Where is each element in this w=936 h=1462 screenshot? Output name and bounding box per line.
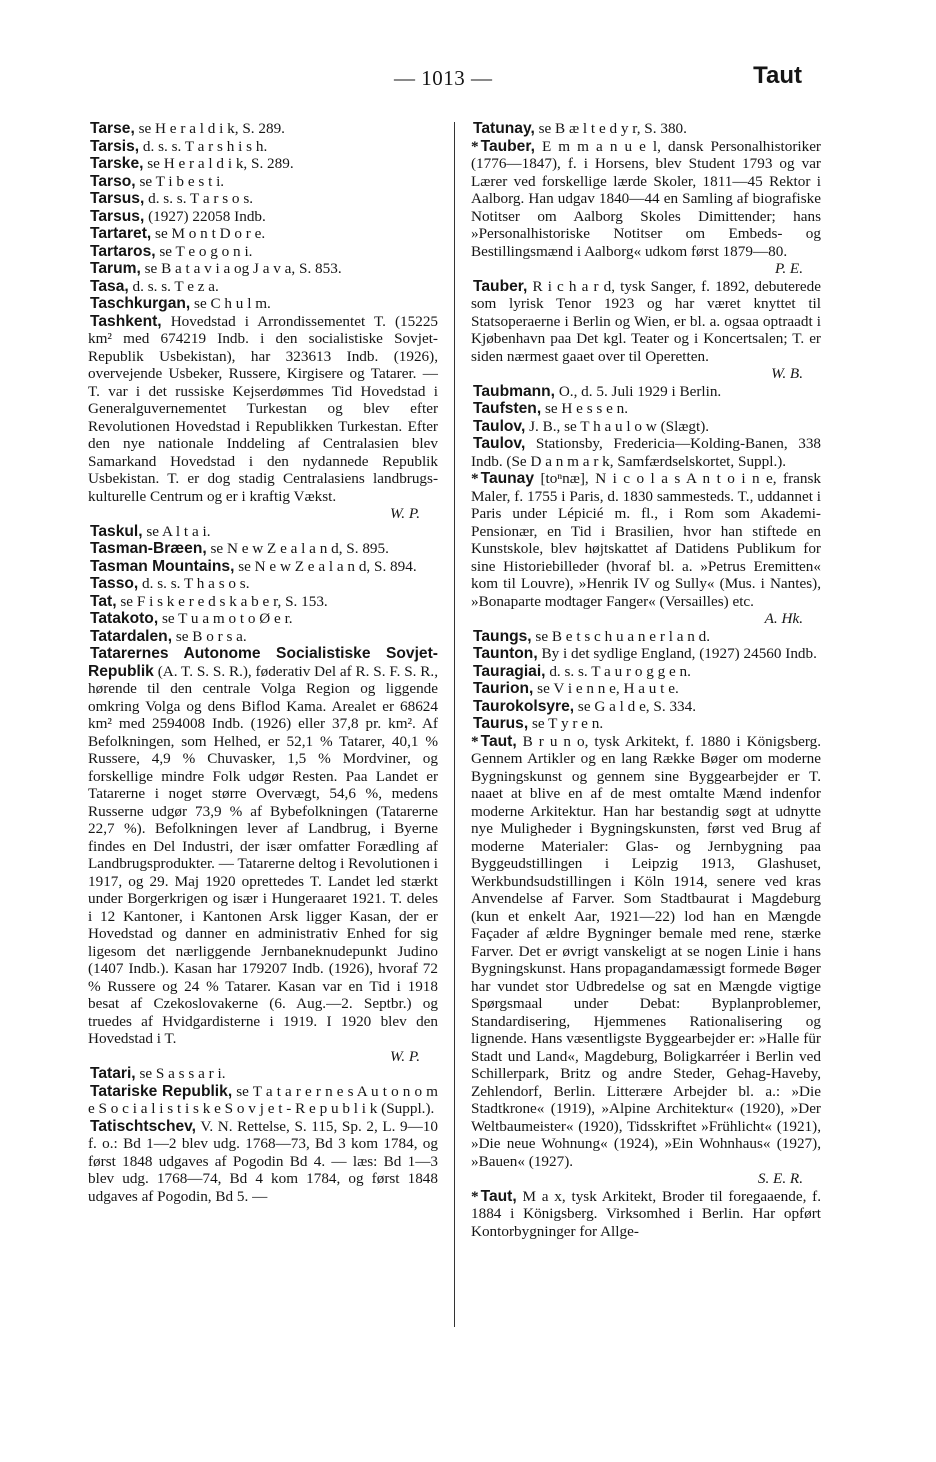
entry-signature: P. E. [775,260,803,277]
entry-headword: Tarsus, [90,190,145,207]
dictionary-entry [88,593,438,611]
dictionary-entry [88,295,438,313]
entry-headword: Tatari, [90,1065,136,1082]
dictionary-entry [88,120,438,138]
entry-text: Stationsby, Fredericia—Kolding-Banen, 338 Indb. (Se D a n m a r k, Samfærdselskortet, Suppl.). [471,435,822,470]
entry-headword: Taulov, [473,435,526,452]
entry-text: se N e w Z e a l a n d, S. 894. [238,557,417,575]
entry-headword: Tat, [90,592,117,610]
entry-text: (1927) 22058 Indb. [148,207,266,225]
entry-headword: Tatarernes Autonome Socialistiske Sovjet-Republik [88,645,438,680]
entry-signature: W. P. [390,505,420,522]
dictionary-entry [471,680,821,698]
entry-text: se S a s s a r i. [139,1065,226,1082]
entry-headword: Taurokolsyre, [473,697,575,715]
entry-headword: Tartaros, [90,242,156,260]
dictionary-entry [88,138,438,156]
entry-text: se H e r a l d i k, S. 289. [138,120,285,137]
entry-text: d. s. s. T e z a. [132,277,219,295]
entry-headword: Tarske, [90,155,144,172]
entry-text: d. s. s. T h a s o s. [142,575,250,592]
dictionary-entry [471,645,821,663]
entry-text: V. N. Rettelse, S. 115, Sp. 2, L. 9—10 f. o.: Bd 1—2 blev udg. 1768—73, Bd 3 kom 1784, og først 1848 udgaves af Pogodin Bd 4. — læs: Bd 1—3 blev udg. 1768—74, Bd 4 kom 1784, og først 1848 udgaves af Pogodin, Bd 5. — [88,1117,438,1205]
entry-headword: Tasa, [90,277,129,295]
entry-headword: Taubmann, [473,382,556,400]
dictionary-entry [471,120,821,138]
dictionary-entry [88,575,438,593]
dictionary-entry [471,435,821,470]
entry-text: E m m a n u e l, dansk Personalhistoriker (1776—1847), f. i Horsens, blev Student 1793 og var Lærer ved forskellige lærde Skoler, 1811—45 Rektor i Aalborg. Han udgav 1840—44 en Samling af biografiske Notitser om Aalborg Skoles Dimittender; hans »Personalhistoriske Notitser om Embeds- og Bestillingsmænd i Aalborg« udkom først 1879—80. [471,137,821,260]
entry-text: se V i e n n e, H a u t e. [537,680,679,697]
entry-text: se N e w Z e a l a n d, S. 895. [210,540,389,557]
entry-text: se H e s s e n. [544,400,629,417]
entry-text: B r u n o, tysk Arkitekt, f. 1880 i Königsberg. Gennem Artikler og en lang Række Bøger om moderne Bygningskunst og gennem sine Byggearbejder er T. naaet at blive en af de mest omtalte Mænd indenfor moderne Arkitektur. Han har bestandig søgt at udnytte nye Muligheder i Bygningskunsten, først ved Brug af moderne Materialer: Glas- og Jernbygning paa Byggeudstillingen i Leipzig 1913, Glashuset, Werkbundsudstillingen i Köln 1914, senere ved kras Anvendelse af Farver. Som Stadtbaurat i Magdeburg (kun et enkelt Aar, 1921—22) lod han en Mængde Façader af ældre Bygninger bemale med rene, stærke Farver. Det er øvrigt vanskeligt at se nogen Linie i hans Bygningskunst. Hans propagandamæssigt formede Bøger har vundet stor Udbredelse og sat en Mængde vigtige Spørgsmaal under Debat: Byplanproblemer, Standardisering, Hjemmenes Rationalisering og lignende. Hans væsentligste Byggearbejder er: »Halle für Stadt und Land«, Magdeburg, Boligkarréer i Berlin ved Schillerpark, Britz og andre Steder, Gehag-Haveby, Zehlendorf, Berlin. Litterære Arbejder bl. a.: »Die Stadtkrone« (1919), »Alpine Architektur« (1920), »Der Weltbaumeister« (1920), Tidsskriftet »Frühlicht« (1921), »Die neue Wohnung« (1924), »Ein Wohnhaus« (1927), »Bauen« (1927). [471,732,821,1170]
dictionary-entry [88,523,438,541]
entry-text: se B e t s c h u a n e r l a n d. [535,627,711,645]
entry-marker: * [471,732,479,750]
dictionary-entry [88,628,438,646]
entry-text: d. s. s. T a u r o g g e n. [549,662,691,680]
entry-text: se T a t a r e r n e s A u t o n o m e S o c i a l i s t i s k e S o v j e t - R e p u b l i k (Suppl.). [88,1082,438,1117]
entry-text: se T y r e n. [531,715,604,732]
entry-text: se T u a m o t o Ø e r. [161,610,293,627]
entry-text: d. s. s. T a r s o s. [148,190,254,207]
dictionary-entry [471,715,821,733]
dictionary-entry [471,470,821,628]
entry-text: se A l t a i. [146,522,211,540]
entry-headword: Tatischtschev, [90,1117,197,1135]
page-header [0,58,936,98]
dictionary-entry [88,1083,438,1118]
entry-signature: W. P. [390,1047,420,1065]
entry-text: se G a l d e, S. 334. [577,697,697,715]
dictionary-entry [88,173,438,191]
dictionary-entry [88,225,438,243]
dictionary-entry [88,313,438,523]
dictionary-entry [88,278,438,296]
entry-headword: Taskul, [90,522,143,540]
entry-headword: Taut, [480,1187,517,1205]
entry-marker: * [471,137,479,155]
dictionary-entry [471,733,821,1188]
entry-text: se B o r s a. [175,627,247,645]
entry-headword: Tasso, [90,575,139,592]
entry-headword: Taunay [480,470,535,487]
entry-signature: W. B. [771,365,803,382]
entry-text: d. s. s. T a r s h i s h. [142,137,268,155]
entry-text: Hovedstad i Arrondissementet T. (15225 km² med 674219 Indb. i den socialistiske Sovjet-Republik Usbekistan), har 323613 Indb. (1926), overvejende Usbeker, Russere, Kirgisere og Tatarer. — T. var i det russiske Kejserdømmes Tid Hovedstad i Generalguvernementet Turkestan og blev efter Revolutionen Hovedstad i Republikken Turkestan. Efter den nye nationale Inddeling af Centralasien blev Samarkand Hovedstad i den nydannede Republik Usbekistan. T. er dog stadig Centralasiens landbrugs-kulturelle Centrum og er i kraftig Vækst. [88,312,439,505]
entry-text: R i c h a r d, tysk Sanger, f. 1892, debuterede som lyrisk Tenor 1923 og har været knyttet til Statsoperaerne i Berlin og Wien, er bl. a. ogsaa optraadt i Kjøbenhavn paa Det kgl. Teater og i Koncertsalen; T. er siden nærmest gaaet over til Operetten. [471,277,821,365]
left-column [88,120,438,1205]
column-divider [454,122,455,1327]
entry-text: By i det sydlige England, (1927) 24560 Indb. [541,645,817,662]
entry-headword: Tarse, [90,120,135,137]
entry-headword: Tatardalen, [90,627,173,645]
dictionary-entry [88,1118,438,1206]
dictionary-entry [88,610,438,628]
dictionary-entry [88,540,438,558]
dictionary-entry [471,698,821,716]
entry-headword: Taufsten, [473,400,542,417]
entry-text: se C h u l m. [194,295,271,312]
entry-signature: S. E. R. [757,1170,803,1187]
entry-headword: Tashkent, [90,312,162,330]
dictionary-entry [471,138,821,278]
dictionary-entry [88,155,438,173]
entry-headword: Tatariske Republik, [90,1082,233,1100]
entry-headword: Taurion, [473,680,534,697]
entry-headword: Tarso, [90,172,136,190]
entry-text: se F i s k e r e d s k a b e r, S. 153. [120,592,328,610]
entry-signature: A. Hk. [764,610,803,627]
entry-headword: Tarsus, [90,207,145,225]
entry-marker: * [471,1187,479,1205]
entry-text: se B a t a v i a og J a v a, S. 853. [144,260,342,277]
page-number: — 1013 — [394,66,493,90]
dictionary-entry [88,645,438,1065]
dictionary-entry [88,1065,438,1083]
entry-marker: * [471,470,479,487]
entry-headword: Taulov, [473,417,526,435]
entry-headword: Tauragiai, [473,662,546,680]
catchword: Taut [753,62,802,89]
entry-headword: Taschkurgan, [90,295,191,312]
entry-headword: Tasman Mountains, [90,557,235,575]
entry-text: se T e o g o n i. [159,242,253,260]
entry-headword: Tauber, [473,277,528,295]
entry-headword: Taut, [480,732,517,750]
entry-headword: Tauber, [480,137,535,155]
entry-headword: Tarum, [90,260,141,277]
entry-headword: Taungs, [473,627,532,645]
dictionary-entry [471,418,821,436]
dictionary-entry [471,663,821,681]
dictionary-entry [471,1188,821,1241]
entry-text: se M o n t D o r e. [155,225,266,242]
entry-headword: Tartaret, [90,225,152,242]
dictionary-entry [471,278,821,383]
dictionary-entry [471,628,821,646]
entry-headword: Taunton, [473,645,538,662]
dictionary-entry [88,260,438,278]
dictionary-entry [88,208,438,226]
entry-text: se B æ l t e d y r, S. 380. [538,120,687,137]
entry-headword: Tasman-Bræen, [90,540,207,557]
entry-text: M a x, tysk Arkitekt, Broder til foregaaende, f. 1884 i Königsberg. Virksomhed i Berlin. Har opført Kontorbygninger for Allge- [471,1187,822,1240]
entry-headword: Tarsis, [90,137,140,155]
dictionary-entry [471,383,821,401]
dictionary-entry [88,190,438,208]
entry-text: se T i b e s t i. [139,172,225,190]
entry-headword: Taurus, [473,715,529,732]
dictionary-entry [88,558,438,576]
entry-headword: Tatunay, [473,120,535,137]
dictionary-entry [471,400,821,418]
right-column [471,120,821,1240]
entry-text: O., d. 5. Juli 1929 i Berlin. [558,382,722,400]
entry-text: J. B., se T h a u l o w (Slægt). [529,417,710,435]
entry-text: (A. T. S. S. R.), føderativ Del af R. S. F. S. R., hørende til den centrale Volga Region og liggende omkring Volga og dens Biflod Kama. Arealet er 68624 km² med 2594008 Indb. (1926) eller 37,8 pr. km². Af Befolkningen, som Helhed, er 52,1 % Tatarer, 40,1 % Russere, 4,9 % Chuvasker, 1,5 % Mordviner, og forskellige mindre Folk udgør Resten. Paa Landet er Tatarerne i noget større Overvægt, 54,6 %, medens Russerne udgør 73,9 % af Bybefolkningen (Tatarerne 22,7 %). Befolkningen lever af Landbrug, i Byerne findes en Del Industri, der især omfatter Forædling af Landbrugsprodukter. — Tatarerne deltog i Revolutionen i 1917, og 29. Maj 1920 oprettedes T. Landet led stærkt under Borgerkrigen og især i Hungeraaret 1921. T. deles i 12 Kantoner, i Kantonen Arsk ligger Kasan, der er Hovedstad og danner en administrativ Enhed for sig ligesom det nærliggende Jernbaneknudepunkt Judino (1407 Indb.). Kasan har 179207 Indb. (1926), hvoraf 72 % Russere og 24 % Tatarer. Kasan var en Tid i 1918 besat af Czekoslovakerne (6. Aug.—2. Septbr.) og truedes af Hvidgardisterne i 1919. I 1920 blev den Hovedstad i T. [88,662,438,1047]
dictionary-entry [88,243,438,261]
entry-text: se H e r a l d i k, S. 289. [147,155,294,172]
entry-headword: Tatakoto, [90,610,159,627]
entry-text: [toⁿnæ], N i c o l a s A n t o i n e, fransk Maler, f. 1755 i Paris, d. 1830 sammesteds. T., uddannet i Paris under Lépicié m. fl., i Rom som Akademi-Pensionær, en Tid i Brasilien, hvor han stiftede en Kunstskole, blev højtskattet af Datidens Publikum for sine Historiebilleder (hvoraf bl. a. »Petrus Eremitten« kom til Louvre), »Henrik IV og Sully« (Mus. i Nantes), »Bonaparte modtager Fanger« (Versailles) etc. [471,470,821,610]
